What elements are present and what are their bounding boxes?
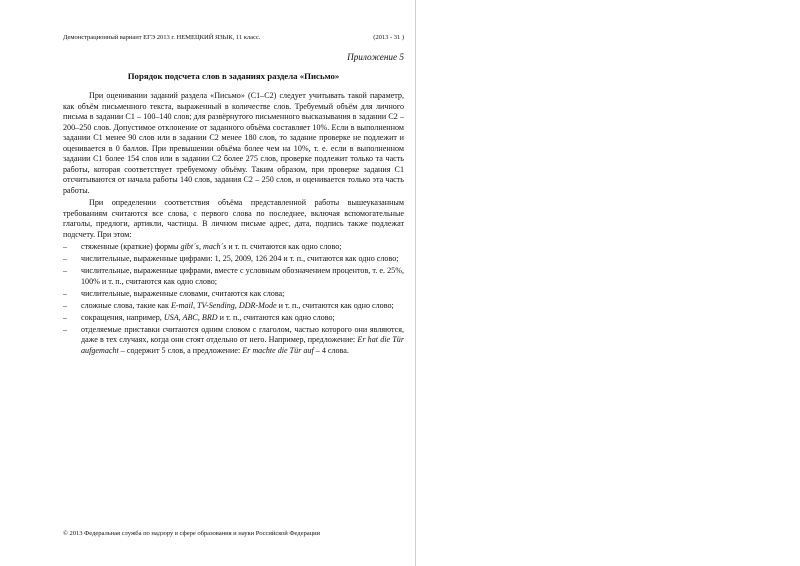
- paragraph: При оценивании заданий раздела «Письмо» (С1–С2) следует учитывать такой параметр, как объём письменного текста, выраженный в количестве слов. Требуемый объём для личного письма в задании С1 – 100–140 слов; для развёрнутого письменного высказывания в задании С2 – 200–250 слов. Допустимое отклонение от заданного объёма составляет 10%. Если в выполненном задании С1 менее 90 слов или в задании С2 менее 180 слов, то задание проверке не подлежит и оценивается в 0 баллов. При превышении объёма более чем на 10%, т. е. если в выполненном задании С1 более 154 слов или в задании С2 более 275 слов, проверке подлежит только та часть работы, которая соответствует требуемому объёму. Таким образом, при проверке задания С1 отсчитываются от начала работы 140 слов, задания С2 – 250 слов, и оценивается только эта часть работы.: [63, 91, 404, 195]
- list-dash: –: [63, 324, 68, 334]
- document-body: [63, 91, 404, 358]
- paragraph: При определении соответствия объёма представленной работы вышеуказанным требованиям считаются все слова, с первого слова по последнее, включая вспомогательные глаголы, предлоги, артикли, частицы. В личном письме адрес, дата, подпись также подлежат подсчету. При этом:: [63, 198, 404, 239]
- page-footer: © 2013 Федеральная служба по надзору в сфере образования и науки Российской Федерации: [63, 530, 321, 537]
- list-dash: –: [63, 266, 68, 275]
- header-page-code: (2013 - 31 ): [373, 34, 404, 41]
- document-page: [42, 0, 416, 566]
- list-item: – числительные, выраженные словами, считаются как слова;: [63, 288, 285, 298]
- list-item: – числительные, выраженные цифрами: 1, 25, 2009, 126 204 и т. п., считаются как одно слово;: [63, 254, 399, 263]
- appendix-label: Приложение 5: [347, 52, 404, 62]
- list-dash: –: [63, 254, 68, 263]
- list-dash: –: [63, 300, 68, 310]
- list-dash: –: [63, 288, 68, 298]
- rules-list: [63, 242, 404, 356]
- header-left: Демонстрационный вариант ЕГЭ 2013 г. НЕМЕЦКИЙ ЯЗЫК, 11 класс.: [63, 34, 261, 41]
- list-dash: –: [63, 312, 68, 322]
- section-title: Порядок подсчета слов в заданиях раздела «Письмо»: [127, 71, 340, 81]
- list-item: – сложные слова, такие как E-mail, TV-Sending, DDR-Mode и т. п., считаются как одно слово;: [63, 300, 394, 310]
- page-header: [63, 34, 404, 41]
- list-dash: –: [63, 242, 68, 251]
- list-item: – сокращения, например, USA, ABC, BRD и т. п., считаются как одно слово;: [63, 312, 335, 322]
- list-item: – отделяемые приставки считаются одним словом с глаголом, частью которого они являются, даже в тех случаях, когда они стоят отдельно от него. Например, предложение: Er hat die Tür aufgemacht – содержит 5 слов, а предложение: Er machte die Tür auf – 4 слова.: [63, 324, 405, 355]
- list-item: – стяженные (краткие) формы gibt´s, mach´s и т. п. считаются как одно слово;: [63, 242, 342, 251]
- list-item: – числительные, выраженные цифрами, вместе с условным обозначением процентов, т. е. 25%, 100% и т. п., считаются как одно слово;: [63, 266, 404, 286]
